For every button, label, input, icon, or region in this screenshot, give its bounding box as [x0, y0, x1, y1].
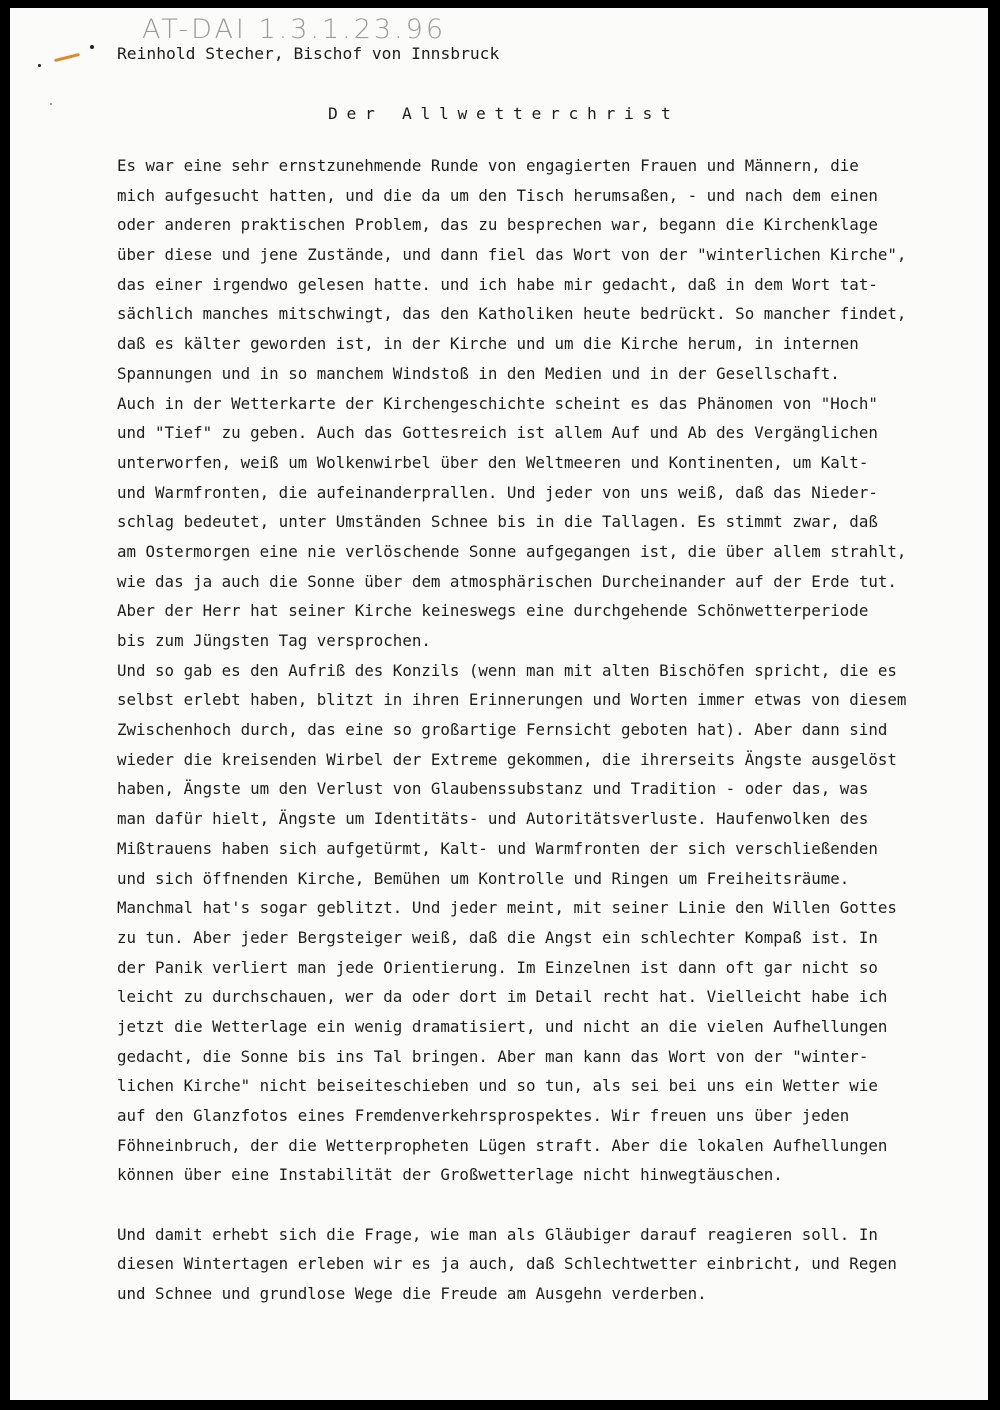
text-line: leicht zu durchschauen, wer da oder dort im Detail recht hat. Vielleicht habe ich [117, 987, 888, 1007]
text-line: oder anderen praktischen Problem, das zu besprechen war, begann die Kirchenklage [117, 215, 878, 235]
text-line: sächlich manches mitschwingt, das den Katholiken heute bedrückt. So mancher findet, [117, 304, 907, 324]
text-line: der Panik verliert man jede Orientierung. Im Einzelnen ist dann oft gar nicht so [117, 957, 878, 977]
paragraph-2 [117, 1220, 957, 1309]
text-line: und Warmfronten, die aufeinanderprallen. Und jeder von uns weiß, daß das Nieder- [117, 482, 878, 502]
text-line: und Schnee und grundlose Wege die Freude am Ausgehn verderben. [117, 1284, 707, 1304]
text-line: und "Tief" zu geben. Auch das Gottesreich ist allem Auf und Ab des Vergänglichen [117, 423, 878, 443]
paragraph-1 [117, 151, 957, 1190]
ink-mark [54, 53, 80, 62]
text-line: diesen Wintertagen erleben wir es ja auch, daß Schlechtwetter einbricht, und Regen [117, 1254, 897, 1274]
author-line: Reinhold Stecher, Bischof von Innsbruck [117, 44, 500, 63]
text-line: daß es kälter geworden ist, in der Kirche und um die Kirche herum, in internen [117, 334, 859, 354]
text-line: am Ostermorgen eine nie verlöschende Sonne aufgegangen ist, die über allem strahlt, [117, 541, 907, 561]
text-line: haben, Ängste um den Verlust von Glaubenssubstanz und Tradition - oder das, was [117, 779, 869, 799]
text-line: Auch in der Wetterkarte der Kirchengeschichte scheint es das Phänomen von "Hoch" [117, 393, 878, 413]
text-line: Föhneinbruch, der die Wetterpropheten Lügen straft. Aber die lokalen Aufhellungen [117, 1135, 888, 1155]
text-line: selbst erlebt haben, blitzt in ihren Erinnerungen und Worten immer etwas von diesem [117, 690, 907, 710]
text-line: schlag bedeutet, unter Umständen Schnee bis in die Tallagen. Es stimmt zwar, daß [117, 512, 878, 532]
text-line: können über eine Instabilität der Großwetterlage nicht hinwegtäuschen. [117, 1165, 783, 1185]
text-line: lichen Kirche" nicht beiseiteschieben und so tun, als sei bei uns ein Wetter wie [117, 1076, 878, 1096]
text-line: auf den Glanzfotos eines Fremdenverkehrsprospektes. Wir freuen uns über jeden [117, 1106, 850, 1125]
text-line: Manchmal hat's sogar geblitzt. Und jeder meint, mit seiner Linie den Willen Gottes [117, 898, 897, 918]
document-page [10, 8, 988, 1400]
text-line: Zwischenhoch durch, das eine so großartige Fernsicht geboten hat). Aber dann sind [117, 720, 888, 740]
text-line: wieder die kreisenden Wirbel der Extreme gekommen, die ihrerseits Ängste ausgelöst [117, 749, 897, 769]
text-line: jetzt die Wetterlage ein wenig dramatisiert, und nicht an die vielen Aufhellungen [117, 1016, 888, 1036]
paragraph-gap [117, 1190, 957, 1220]
text-line: unterworfen, weiß um Wolkenwirbel über den Weltmeeren und Kontinenten, um Kalt- [117, 452, 869, 472]
text-line: Mißtrauens haben sich aufgetürmt, Kalt- und Warmfronten der sich verschließenden [117, 838, 878, 858]
body-text [117, 151, 957, 1309]
text-line: mich aufgesucht hatten, und die da um den Tisch herumsaßen, - und nach dem einen [117, 185, 878, 205]
ink-dot [90, 45, 94, 49]
text-line: Spannungen und in so manchem Windstoß in den Medien und in der Gesellschaft. [117, 363, 840, 383]
text-line: bis zum Jüngsten Tag versprochen. [117, 631, 431, 650]
text-line: gedacht, die Sonne bis ins Tal bringen. Aber man kann das Wort von der "winter- [117, 1046, 869, 1066]
text-line: Aber der Herr hat seiner Kirche keineswegs eine durchgehende Schönwetterperiode [117, 601, 869, 621]
text-line: man dafür hielt, Ängste um Identitäts- und Autoritätsverluste. Haufenwolken des [117, 809, 869, 829]
text-line: und sich öffnenden Kirche, Bemühen um Kontrolle und Ringen um Freiheitsräume. [117, 868, 850, 888]
text-line: das einer irgendwo gelesen hatte. und ich habe mir gedacht, daß in dem Wort tat- [117, 274, 878, 294]
archive-signature: AT-DAI 1.3.1.23.96 [142, 14, 447, 45]
text-line: Es war eine sehr ernstzunehmende Runde von engagierten Frauen und Männern, die [117, 156, 859, 175]
text-line: über diese und jene Zustände, und dann fiel das Wort von der "winterlichen Kirche", [117, 245, 907, 265]
text-line: Und so gab es den Aufriß des Konzils (wenn man mit alten Bischöfen spricht, die es [117, 660, 897, 680]
text-line: zu tun. Aber jeder Bergsteiger weiß, daß die Angst ein schlechter Kompaß ist. In [117, 927, 878, 947]
ink-dot [50, 103, 52, 105]
text-line: wie das ja auch die Sonne über dem atmosphärischen Durcheinander auf der Erde tut. [117, 571, 897, 591]
document-title: Der Allwetterchrist [328, 104, 680, 123]
ink-dot [38, 64, 41, 67]
text-line: Und damit erhebt sich die Frage, wie man als Gläubiger darauf reagieren soll. In [117, 1224, 878, 1244]
